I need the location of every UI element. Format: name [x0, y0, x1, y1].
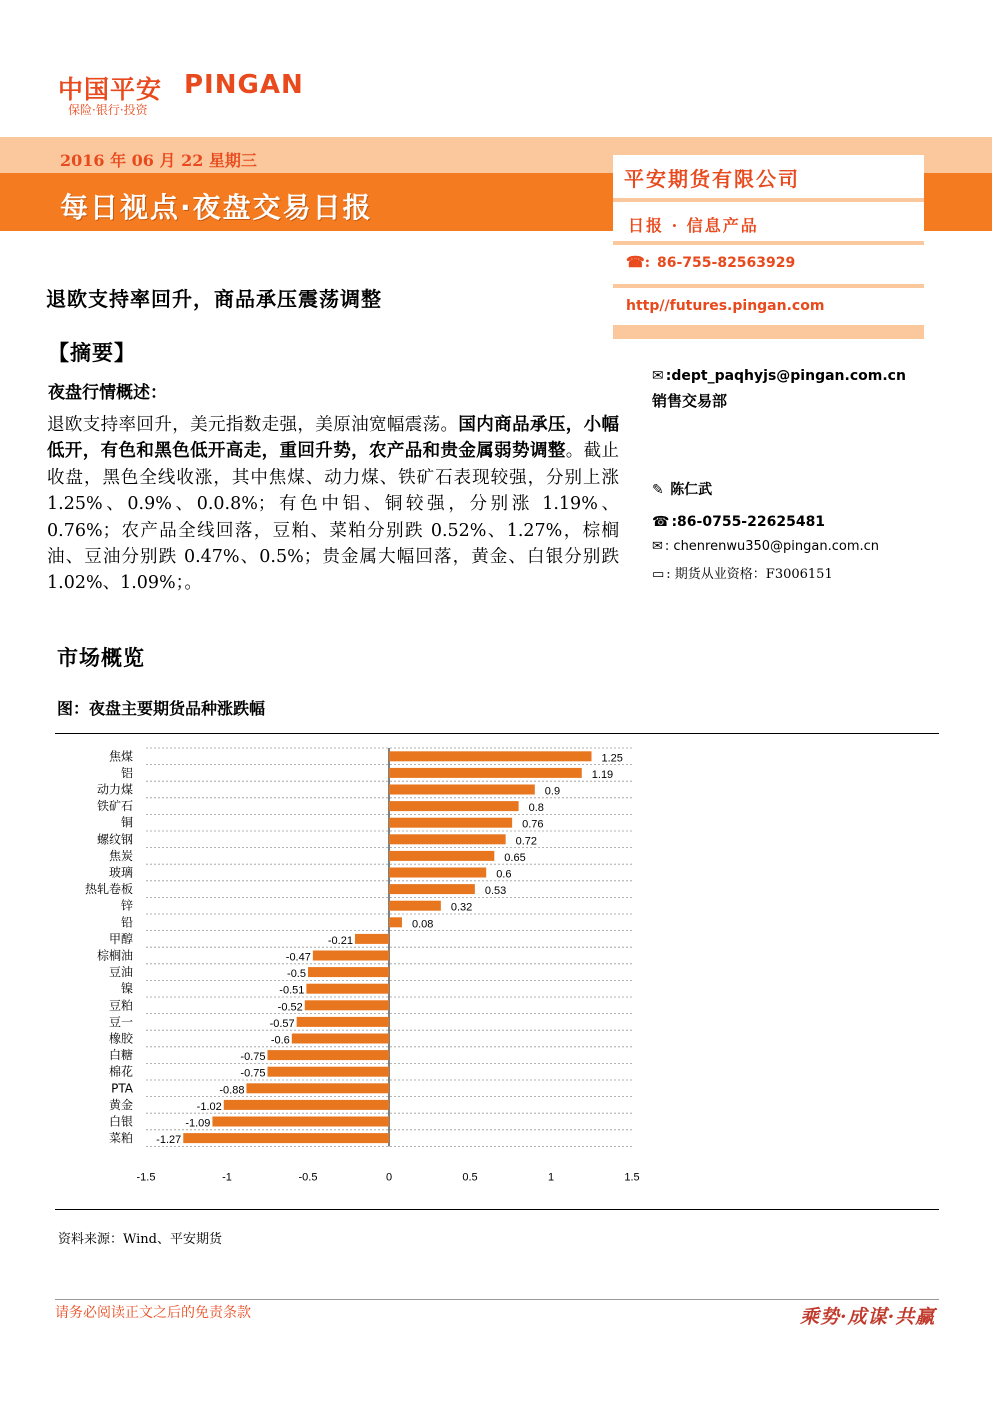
category-label: 豆粕: [108, 998, 133, 1013]
panel-divider: [613, 198, 924, 202]
category-label: 豆一: [108, 1014, 133, 1029]
bar: [389, 868, 486, 878]
bar: [389, 801, 519, 811]
company-name: 平安期货有限公司: [624, 167, 800, 191]
category-label: 焦煤: [108, 749, 133, 764]
x-tick-label: -0.5: [298, 1171, 318, 1184]
overview-heading: 夜盘行情概述：: [48, 383, 167, 403]
mail-icon: ✉: [652, 539, 663, 554]
category-label: 菜粕: [108, 1131, 133, 1146]
bar: [389, 818, 512, 828]
data-label: 0.76: [522, 818, 544, 831]
panel-divider: [613, 241, 924, 245]
company-phone: 86-755-82563929: [657, 255, 796, 271]
data-label: 0.32: [450, 901, 473, 914]
summary-text-2: 。截止收盘，黑色全线收涨，其中焦煤、动力煤、铁矿石表现较强，分别上涨 1.25%、0.9%、0.0.8%；有色中铝、铜较强，分别涨 1.19%、0.76%；农产品全线回落，豆粕、菜粕分别跌 0.52%、1.27%，棕榈油、豆油分别跌 0.47%、0.5%；贵金属大幅回落，黄金、白银分别跌 1.02%、1.09%；。: [47, 441, 620, 594]
author-certificate: [652, 563, 833, 582]
category-label: 铁矿石: [96, 799, 133, 814]
author-cert-text: : 期货从业资格：F3006151: [666, 567, 833, 582]
data-label: 0.6: [496, 868, 512, 881]
category-label: 热轧卷板: [84, 882, 133, 897]
bar: [292, 1034, 389, 1044]
category-label: 豆油: [108, 965, 133, 980]
phone-icon: ☎:: [626, 253, 651, 271]
category-label: 橡胶: [108, 1031, 133, 1046]
category-label: 铅: [120, 915, 133, 930]
phone-icon: ☎: [652, 514, 670, 530]
dept-email-text: :dept_paqhyjs@pingan.com.cn: [665, 368, 906, 384]
logo-chinese: 中国平安: [58, 75, 163, 104]
data-label: -1.27: [156, 1134, 182, 1147]
x-tick-label: 0: [385, 1171, 393, 1184]
bar: [246, 1083, 389, 1093]
figure-title: 图：夜盘主要期货品种涨跌幅: [57, 699, 266, 718]
panel-divider: [613, 325, 924, 339]
author-name: 陈仁武: [670, 482, 713, 498]
report-date: 2016 年 06 月 22 星期三: [60, 151, 257, 170]
summary-paragraph: [47, 412, 619, 597]
data-label: 0.65: [504, 851, 526, 864]
category-label: 锌: [120, 898, 133, 913]
product-type: 日报 · 信息产品: [628, 216, 759, 235]
data-label: 1.19: [591, 768, 614, 781]
mail-icon: ✉: [652, 368, 664, 384]
bar: [305, 1000, 389, 1010]
category-label: 玻璃: [108, 865, 133, 880]
category-label: 镍: [120, 981, 133, 996]
pen-icon: ✎: [652, 482, 669, 498]
bar: [389, 785, 535, 795]
logo-tagline: 保险·银行·投资: [68, 103, 148, 117]
data-label: -1.02: [196, 1100, 222, 1113]
category-label: 动力煤: [96, 782, 133, 797]
category-label: PTA: [111, 1081, 133, 1096]
summary-text-bold: 国内商品承压，小幅低开，有色和黑色低开高走，重回升势，农产品和贵金属弱势调整: [47, 415, 620, 462]
dept-name: 销售交易部: [652, 392, 728, 410]
bar: [306, 984, 389, 994]
x-tick-label: -1: [222, 1171, 232, 1184]
bar: [389, 884, 475, 894]
category-label: 白银: [108, 1114, 133, 1129]
data-label: -0.51: [279, 984, 305, 997]
bar: [183, 1133, 389, 1143]
category-label: 棕榈油: [96, 948, 133, 963]
bar: [389, 851, 494, 861]
category-label: 棉花: [108, 1064, 133, 1079]
data-label: -0.75: [240, 1051, 266, 1064]
bar: [389, 751, 592, 761]
data-label: 0.53: [484, 885, 507, 898]
author: [652, 479, 712, 499]
data-label: 0.8: [528, 802, 544, 815]
bar: [355, 934, 389, 944]
logo-english: PINGAN: [184, 70, 304, 100]
category-label: 白糖: [108, 1048, 133, 1063]
chart-bottom-rule: [55, 1209, 939, 1210]
data-label: -0.57: [269, 1017, 295, 1030]
summary-text-1: 退欧支持率回升，美元指数走强，美原油宽幅震荡。: [47, 415, 459, 435]
data-label: -0.21: [327, 934, 353, 947]
data-label: 0.72: [515, 835, 538, 848]
x-tick-label: 1: [547, 1171, 555, 1184]
company-website[interactable]: http//futures.pingan.com: [626, 298, 825, 314]
bar: [224, 1100, 389, 1110]
category-label: 螺纹钢: [96, 832, 133, 847]
data-source: 资料来源：Wind、平安期货: [58, 1232, 222, 1247]
disclaimer-link[interactable]: 请务必阅读正文之后的免责条款: [55, 1305, 251, 1321]
author-email-text: : chenrenwu350@pingan.com.cn: [664, 539, 879, 554]
book-icon: ▭: [652, 567, 665, 582]
author-email[interactable]: [652, 539, 879, 554]
panel-divider: [613, 284, 924, 288]
bar: [268, 1067, 390, 1077]
dept-email[interactable]: [652, 368, 906, 384]
data-label: -0.47: [285, 951, 311, 964]
bar: [308, 967, 389, 977]
report-title: 每日视点·夜盘交易日报: [60, 191, 373, 224]
category-label: 甲醇: [108, 931, 133, 946]
bar-chart: [0, 734, 992, 1209]
data-label: -1.09: [185, 1117, 211, 1130]
bar: [389, 917, 402, 927]
category-label: 铜: [120, 815, 133, 830]
bar: [313, 951, 389, 961]
market-overview-heading: 市场概览: [57, 646, 145, 670]
category-label: 黄金: [108, 1097, 133, 1112]
data-label: -0.88: [219, 1084, 245, 1097]
headline: 退欧支持率回升，商品承压震荡调整: [46, 287, 382, 311]
bar: [268, 1050, 390, 1060]
data-label: -0.5: [287, 968, 306, 981]
bar: [389, 901, 441, 911]
x-tick-label: -1.5: [136, 1171, 156, 1184]
bar: [212, 1117, 389, 1127]
data-label: -0.75: [240, 1067, 266, 1080]
data-label: 0.9: [544, 785, 561, 798]
bar: [389, 834, 506, 844]
x-tick-label: 1.5: [624, 1171, 640, 1184]
author-phone-text: :86-0755-22625481: [671, 514, 826, 530]
data-label: -0.52: [277, 1001, 303, 1014]
x-tick-label: 0.5: [462, 1171, 478, 1184]
abstract-heading: 【摘要】: [48, 340, 136, 365]
data-label: -0.6: [270, 1034, 290, 1047]
bar: [297, 1017, 389, 1027]
slogan: 乘势·成谋·共赢: [800, 1306, 936, 1328]
author-phone: [652, 514, 825, 530]
footer-rule: [55, 1299, 939, 1300]
data-label: 1.25: [601, 752, 623, 765]
category-label: 焦炭: [108, 848, 133, 863]
data-label: 0.08: [411, 918, 434, 931]
category-label: 铝: [120, 765, 133, 780]
bar: [389, 768, 582, 778]
